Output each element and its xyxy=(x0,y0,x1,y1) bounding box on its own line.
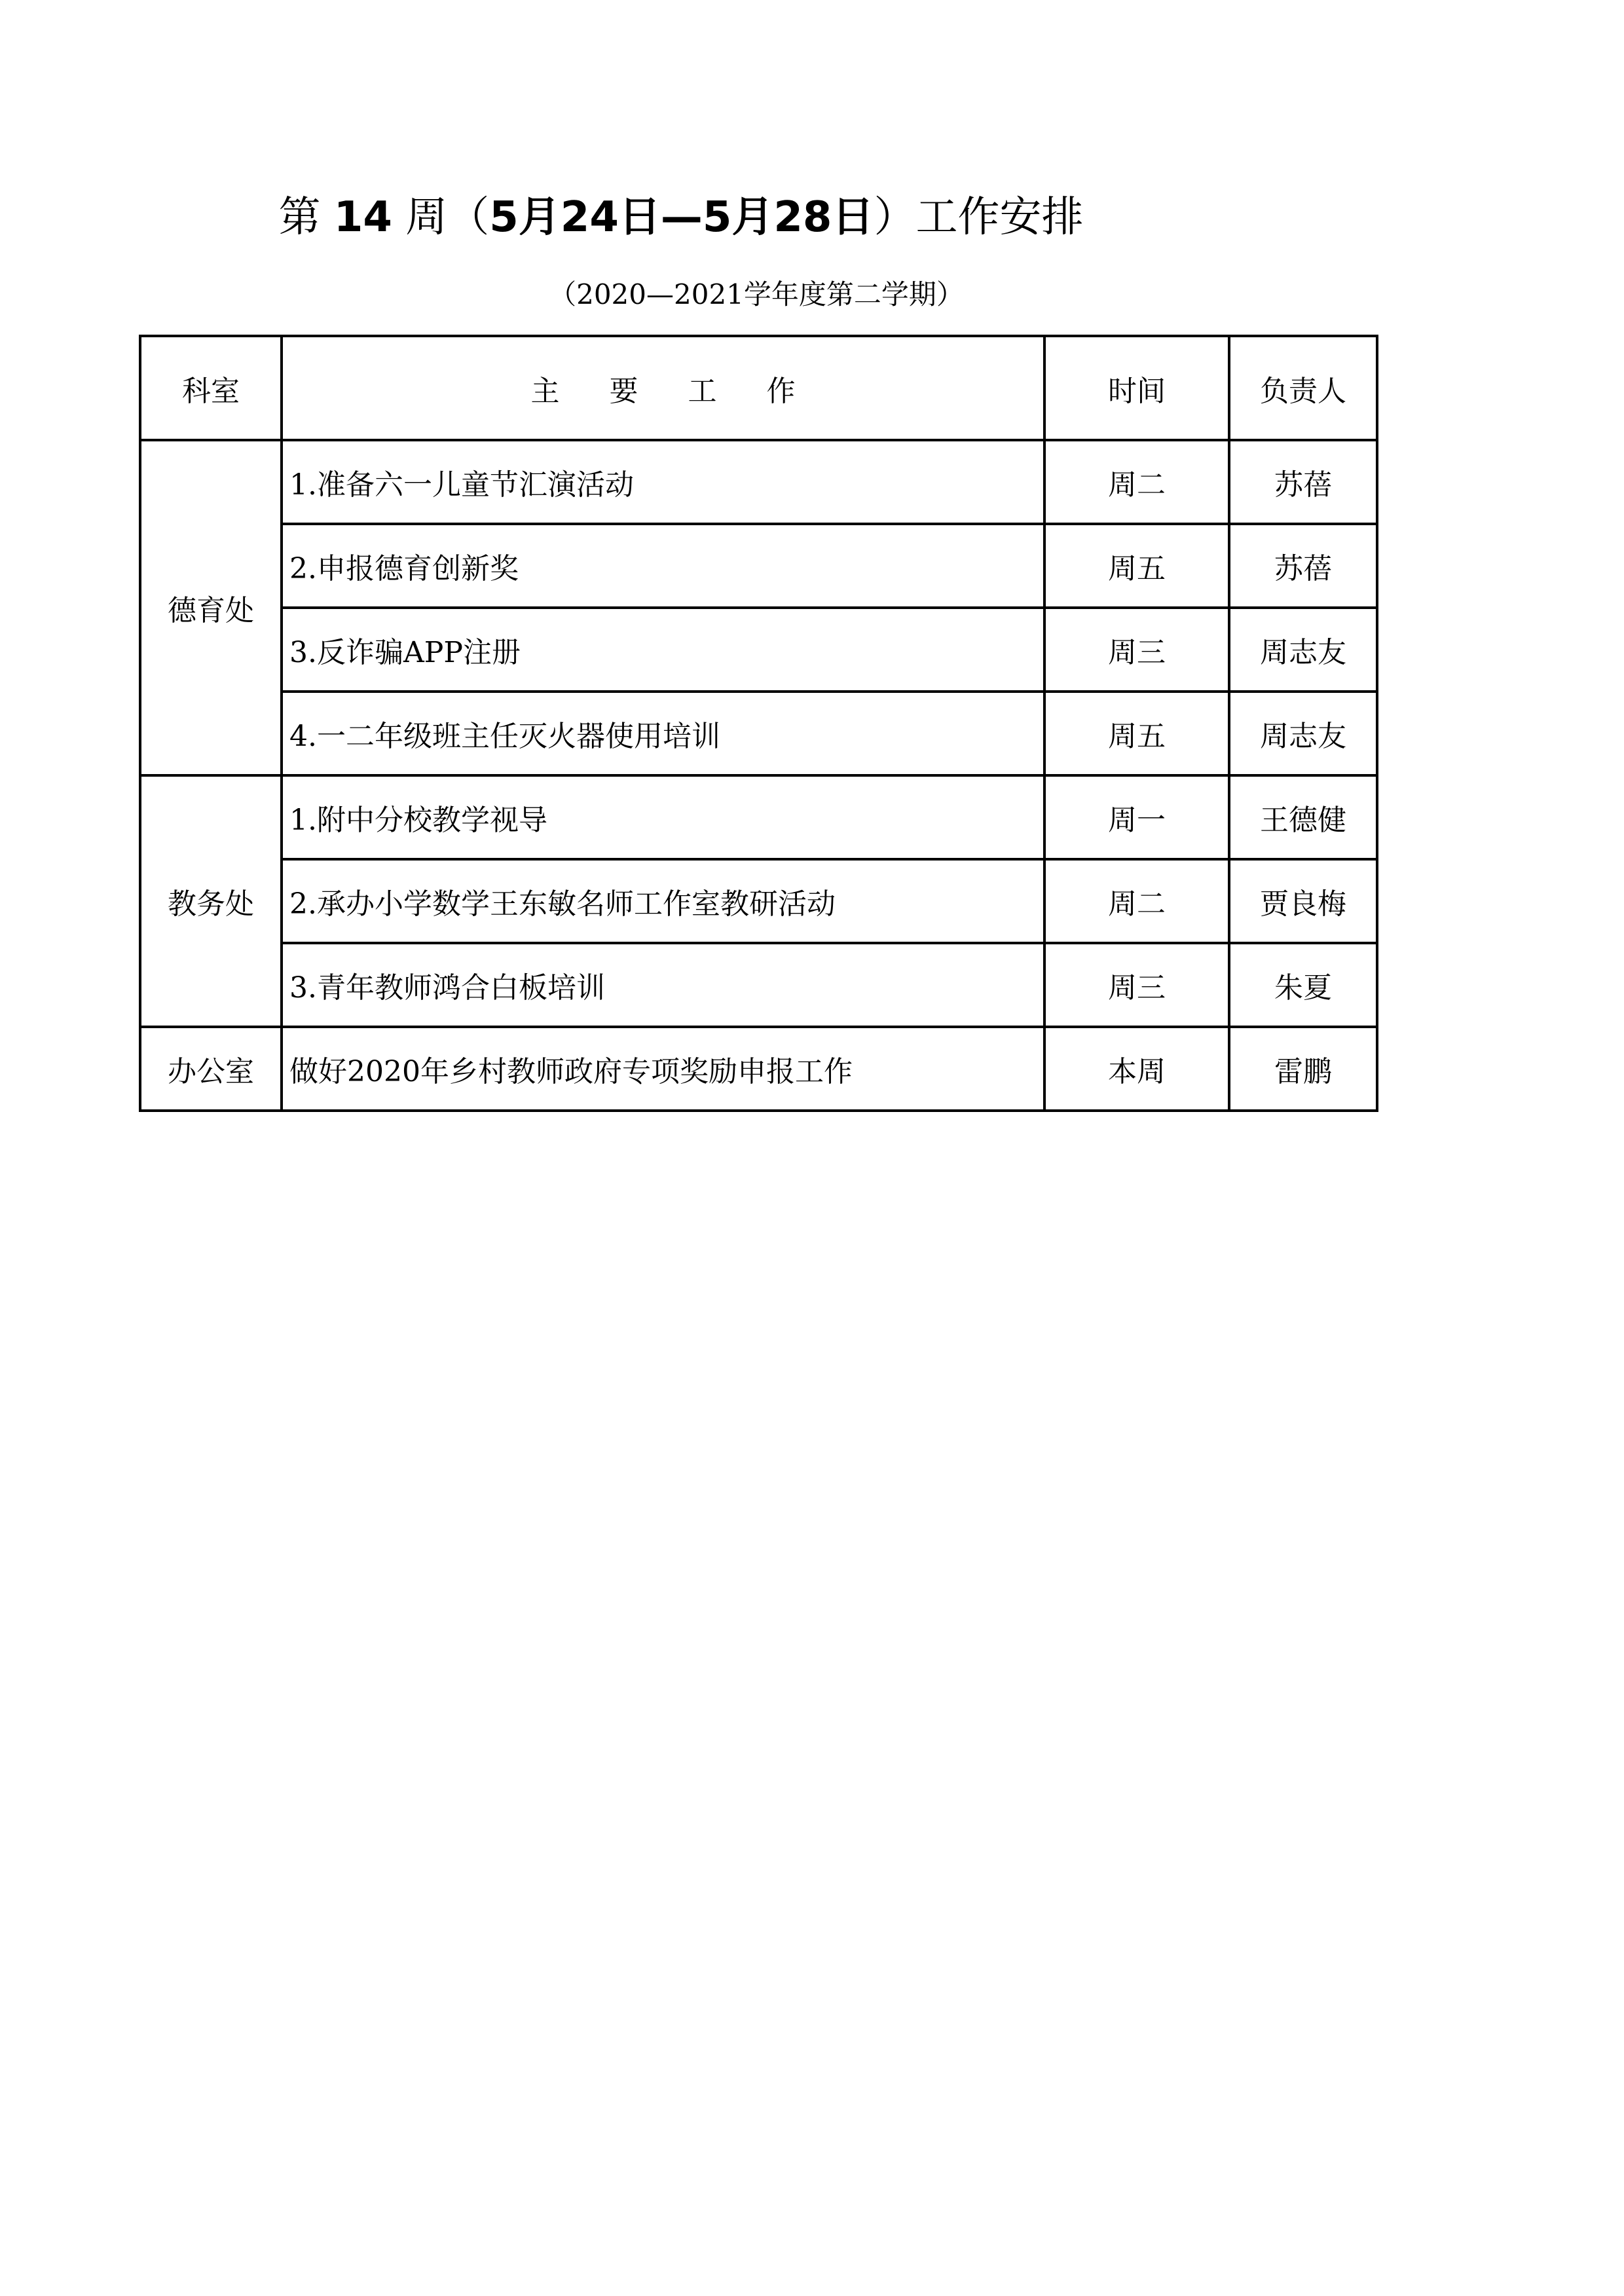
owner-cell: 王德健 xyxy=(1229,775,1377,859)
table-header-row xyxy=(140,336,1377,440)
title-week-number: 14 xyxy=(333,193,392,242)
time-cell: 周三 xyxy=(1044,943,1229,1027)
owner-cell: 贾良梅 xyxy=(1229,859,1377,943)
title-prefix: 第 xyxy=(278,193,321,242)
header-task-char: 工 xyxy=(688,374,717,408)
title-suffix: ）工作安排 xyxy=(874,193,1084,242)
task-cell: 3.青年教师鸿合白板培训 xyxy=(282,943,1044,1027)
owner-cell: 周志友 xyxy=(1229,692,1377,775)
owner-cell: 雷鹏 xyxy=(1229,1027,1377,1111)
time-cell: 周二 xyxy=(1044,859,1229,943)
task-cell: 1.准备六一儿童节汇演活动 xyxy=(282,440,1044,524)
time-cell: 周五 xyxy=(1044,524,1229,608)
time-cell: 本周 xyxy=(1044,1027,1229,1111)
task-cell: 4.一二年级班主任灭火器使用培训 xyxy=(282,692,1044,775)
header-task xyxy=(282,336,1044,440)
title-middle: 周（ xyxy=(405,193,490,242)
header-task-char: 作 xyxy=(766,374,796,408)
time-cell: 周二 xyxy=(1044,440,1229,524)
table-row xyxy=(140,1027,1377,1111)
task-cell: 3.反诈骗APP注册 xyxy=(282,608,1044,692)
table-row xyxy=(140,692,1377,775)
task-cell: 2.申报德育创新奖 xyxy=(282,524,1044,608)
task-cell: 做好2020年乡村教师政府专项奖励申报工作 xyxy=(282,1027,1044,1111)
time-cell: 周三 xyxy=(1044,608,1229,692)
time-cell: 周一 xyxy=(1044,775,1229,859)
task-cell: 2.承办小学数学王东敏名师工作室教研活动 xyxy=(282,859,1044,943)
table-row xyxy=(140,440,1377,524)
table-row xyxy=(140,608,1377,692)
owner-cell: 苏蓓 xyxy=(1229,524,1377,608)
header-time: 时间 xyxy=(1044,336,1229,440)
header-task-char: 要 xyxy=(609,374,638,408)
header-owner: 负责人 xyxy=(1229,336,1377,440)
table-row xyxy=(140,943,1377,1027)
time-cell: 周五 xyxy=(1044,692,1229,775)
schedule-table xyxy=(139,335,1378,1112)
header-task-char: 主 xyxy=(530,374,560,408)
dept-cell: 办公室 xyxy=(140,1027,282,1111)
page-title xyxy=(0,191,1362,244)
owner-cell: 朱夏 xyxy=(1229,943,1377,1027)
table-row xyxy=(140,524,1377,608)
title-date-range: 5月24日—5月28日 xyxy=(489,193,874,242)
task-cell: 1.附中分校教学视导 xyxy=(282,775,1044,859)
owner-cell: 周志友 xyxy=(1229,608,1377,692)
table-row xyxy=(140,859,1377,943)
dept-cell: 教务处 xyxy=(140,775,282,1027)
table-row xyxy=(140,775,1377,859)
page-subtitle: （2020—2021学年度第二学期） xyxy=(549,278,964,310)
dept-cell: 德育处 xyxy=(140,440,282,775)
owner-cell: 苏蓓 xyxy=(1229,440,1377,524)
header-dept: 科室 xyxy=(140,336,282,440)
